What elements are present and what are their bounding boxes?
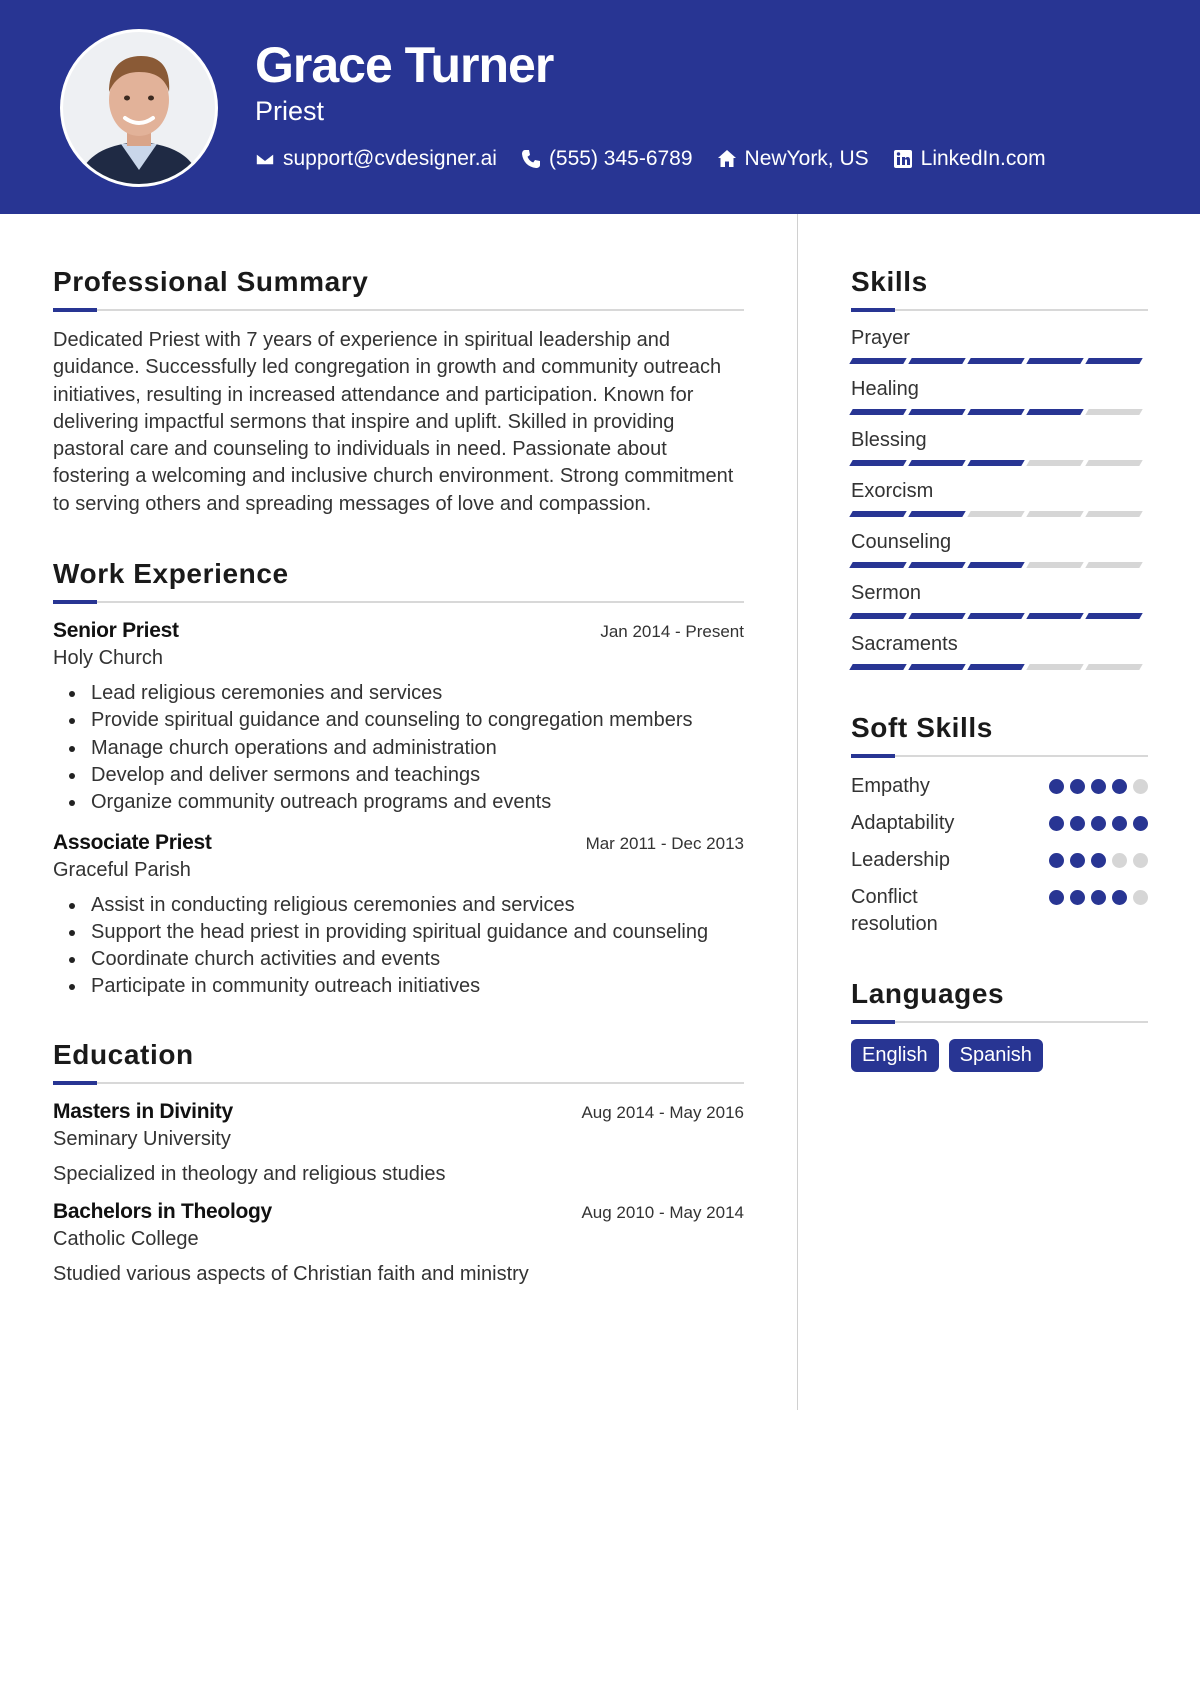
phone-text: (555) 345-6789 <box>548 147 693 170</box>
rating-dot <box>1070 779 1085 794</box>
section-rule <box>53 309 744 311</box>
skill-item <box>851 327 1148 364</box>
skill-name: Sermon <box>851 582 922 604</box>
section-title-skills: Skills <box>851 266 928 297</box>
skill-name: Sacraments <box>851 633 958 655</box>
rating-dot <box>1049 779 1064 794</box>
profile-photo <box>60 29 218 187</box>
skill-level-segment <box>967 460 1024 466</box>
work-entry <box>53 831 744 1001</box>
list-item: Support the head priest in providing spiritual guidance and counseling <box>53 919 744 946</box>
column-divider <box>797 214 798 1410</box>
skill-level-segment <box>967 562 1024 568</box>
soft-skill-rating <box>1049 810 1148 831</box>
degree-description: Studied various aspects of Christian faith and ministry <box>53 1262 529 1285</box>
soft-skill-name: Adaptability <box>851 812 955 834</box>
skill-level-segment <box>967 664 1024 670</box>
section-title-work: Work Experience <box>53 558 289 590</box>
degree-dates: Aug 2014 - May 2016 <box>581 1102 744 1122</box>
linkedin-icon <box>893 149 913 169</box>
main-column <box>53 266 744 1300</box>
skill-level-segment <box>1026 460 1083 466</box>
skill-name: Healing <box>851 378 919 400</box>
list-item: Coordinate church activities and events <box>53 946 744 973</box>
skill-level-segment <box>1026 664 1083 670</box>
skill-level-segment <box>1085 358 1142 364</box>
languages-section <box>851 978 1148 1072</box>
rating-dot <box>1112 890 1127 905</box>
skill-level-segment <box>967 613 1024 619</box>
soft-skill-name: Conflict resolution <box>851 886 938 935</box>
rating-dot <box>1049 890 1064 905</box>
degree-title: Bachelors in Theology <box>53 1199 272 1223</box>
job-bullets <box>53 892 744 1001</box>
skill-level-segment <box>1085 664 1142 670</box>
job-dates: Mar 2011 - Dec 2013 <box>585 833 744 853</box>
soft-skills-list <box>851 773 1148 938</box>
soft-skill-rating <box>1049 773 1148 794</box>
skill-level-segment <box>1085 409 1142 415</box>
skill-level-segment <box>908 664 965 670</box>
entry-head <box>53 1200 744 1224</box>
soft-skill-item <box>851 884 1148 938</box>
skill-level-bar <box>851 664 1148 670</box>
rating-dot <box>1112 853 1127 868</box>
skill-level-segment <box>1085 562 1142 568</box>
list-item: Manage church operations and administration <box>53 735 744 762</box>
skill-level-bar <box>851 460 1148 466</box>
work-entry <box>53 619 744 816</box>
rating-dot <box>1091 816 1106 831</box>
job-title: Senior Priest <box>53 619 179 643</box>
skill-name: Exorcism <box>851 480 934 502</box>
section-title-soft-skills: Soft Skills <box>851 712 993 743</box>
soft-skill-name: Empathy <box>851 775 930 797</box>
skill-item <box>851 378 1148 415</box>
skill-level-bar <box>851 511 1148 517</box>
skill-level-segment <box>1085 613 1142 619</box>
rating-dot <box>1091 853 1106 868</box>
soft-skills-section <box>851 712 1148 938</box>
contact-location[interactable] <box>717 147 869 171</box>
avatar-image <box>63 32 215 184</box>
rating-dot <box>1133 890 1148 905</box>
contact-phone[interactable] <box>521 147 693 171</box>
rating-dot <box>1091 779 1106 794</box>
section-rule <box>851 309 1148 311</box>
skill-level-segment <box>908 358 965 364</box>
skill-level-segment <box>849 358 906 364</box>
candidate-name: Grace Turner <box>255 37 554 93</box>
skill-level-segment <box>967 511 1024 517</box>
location-text: NewYork, US <box>744 147 869 170</box>
candidate-role: Priest <box>255 96 325 126</box>
email-text: support@cvdesigner.ai <box>283 147 497 170</box>
skill-name: Prayer <box>851 327 910 349</box>
school-name: Seminary University <box>53 1127 231 1150</box>
section-title-summary: Professional Summary <box>53 266 369 297</box>
skill-item <box>851 429 1148 466</box>
skill-level-segment <box>1026 511 1083 517</box>
skill-level-bar <box>851 562 1148 568</box>
skill-level-segment <box>1085 460 1142 466</box>
skill-level-bar <box>851 358 1148 364</box>
section-rule <box>851 1021 1148 1023</box>
resume-header <box>0 0 1200 214</box>
skill-level-segment <box>908 511 965 517</box>
skill-level-segment <box>1026 409 1083 415</box>
skill-item <box>851 582 1148 619</box>
skill-level-segment <box>908 562 965 568</box>
soft-skill-item <box>851 810 1148 837</box>
phone-icon <box>521 149 541 169</box>
rating-dot <box>1070 853 1085 868</box>
skill-item <box>851 531 1148 568</box>
list-item: Assist in conducting religious ceremonies and services <box>53 892 744 919</box>
rating-dot <box>1070 816 1085 831</box>
job-title: Associate Priest <box>53 830 212 854</box>
contact-linkedin[interactable] <box>893 147 1046 171</box>
rating-dot <box>1112 779 1127 794</box>
entry-head <box>53 619 744 643</box>
skill-level-bar <box>851 613 1148 619</box>
section-title-education: Education <box>53 1038 194 1070</box>
linkedin-text: LinkedIn.com <box>920 147 1046 170</box>
skill-level-segment <box>849 409 906 415</box>
list-item: Participate in community outreach initiatives <box>53 973 744 1000</box>
list-item: Develop and deliver sermons and teachings <box>53 762 744 789</box>
skills-list <box>851 327 1148 670</box>
rating-dot <box>1049 853 1064 868</box>
education-entry <box>53 1100 744 1186</box>
skill-name: Counseling <box>851 531 952 553</box>
section-rule <box>53 601 744 603</box>
skill-level-segment <box>849 562 906 568</box>
skills-section <box>851 266 1148 670</box>
skill-item <box>851 633 1148 670</box>
rating-dot <box>1070 890 1085 905</box>
skill-level-segment <box>849 460 906 466</box>
skill-level-segment <box>908 613 965 619</box>
job-employer: Holy Church <box>53 647 164 670</box>
education-entry <box>53 1200 744 1286</box>
skill-level-segment <box>967 409 1024 415</box>
skill-level-segment <box>908 460 965 466</box>
summary-section <box>53 266 744 518</box>
side-column <box>851 266 1148 1072</box>
job-employer: Graceful Parish <box>53 858 191 881</box>
skill-level-segment <box>849 613 906 619</box>
language-badge: English <box>851 1039 939 1072</box>
skill-level-segment <box>908 409 965 415</box>
rating-dot <box>1049 816 1064 831</box>
school-name: Catholic College <box>53 1227 199 1250</box>
list-item: Lead religious ceremonies and services <box>53 680 744 707</box>
skill-level-segment <box>849 664 906 670</box>
soft-skill-name: Leadership <box>851 849 950 871</box>
skill-level-segment <box>1026 562 1083 568</box>
skill-level-segment <box>1026 358 1083 364</box>
rating-dot <box>1091 890 1106 905</box>
skill-level-segment <box>967 358 1024 364</box>
envelope-icon <box>255 149 275 169</box>
contact-row <box>255 147 1070 171</box>
job-bullets <box>53 680 744 816</box>
soft-skill-rating <box>1049 884 1148 905</box>
rating-dot <box>1133 779 1148 794</box>
rating-dot <box>1133 816 1148 831</box>
languages-list <box>851 1039 1148 1072</box>
home-icon <box>717 149 737 169</box>
degree-dates: Aug 2010 - May 2014 <box>581 1202 744 1222</box>
skill-level-bar <box>851 409 1148 415</box>
entry-head <box>53 1100 744 1124</box>
job-dates: Jan 2014 - Present <box>600 622 744 642</box>
summary-text: Dedicated Priest with 7 years of experience in spiritual leadership and guidance. Successfully led congregation in growth and community outreach initiatives, resulting in increased attendance and participation. Known for delivering impactful sermons that inspire and uplift. Skilled in providing pastoral care and counseling to individuals in need. Passionate about fostering a welcoming and inclusive church environment. Strong commitment to serving others and spreading messages of love and compassion. <box>53 329 734 515</box>
skill-level-segment <box>1026 613 1083 619</box>
soft-skill-item <box>851 773 1148 800</box>
skill-level-segment <box>849 511 906 517</box>
contact-email[interactable] <box>255 147 497 171</box>
soft-skill-item <box>851 847 1148 874</box>
soft-skill-rating <box>1049 847 1148 868</box>
rating-dot <box>1133 853 1148 868</box>
skill-name: Blessing <box>851 429 927 451</box>
section-rule <box>53 1082 744 1084</box>
language-badge: Spanish <box>949 1039 1043 1072</box>
work-section <box>53 558 744 1001</box>
section-title-languages: Languages <box>851 978 1005 1009</box>
list-item: Organize community outreach programs and events <box>53 789 744 816</box>
education-section <box>53 1039 744 1286</box>
degree-title: Masters in Divinity <box>53 1099 233 1123</box>
degree-description: Specialized in theology and religious studies <box>53 1162 446 1185</box>
section-rule <box>851 755 1148 757</box>
skill-item <box>851 480 1148 517</box>
entry-head <box>53 831 744 855</box>
skill-level-segment <box>1085 511 1142 517</box>
rating-dot <box>1112 816 1127 831</box>
list-item: Provide spiritual guidance and counseling to congregation members <box>53 707 744 734</box>
